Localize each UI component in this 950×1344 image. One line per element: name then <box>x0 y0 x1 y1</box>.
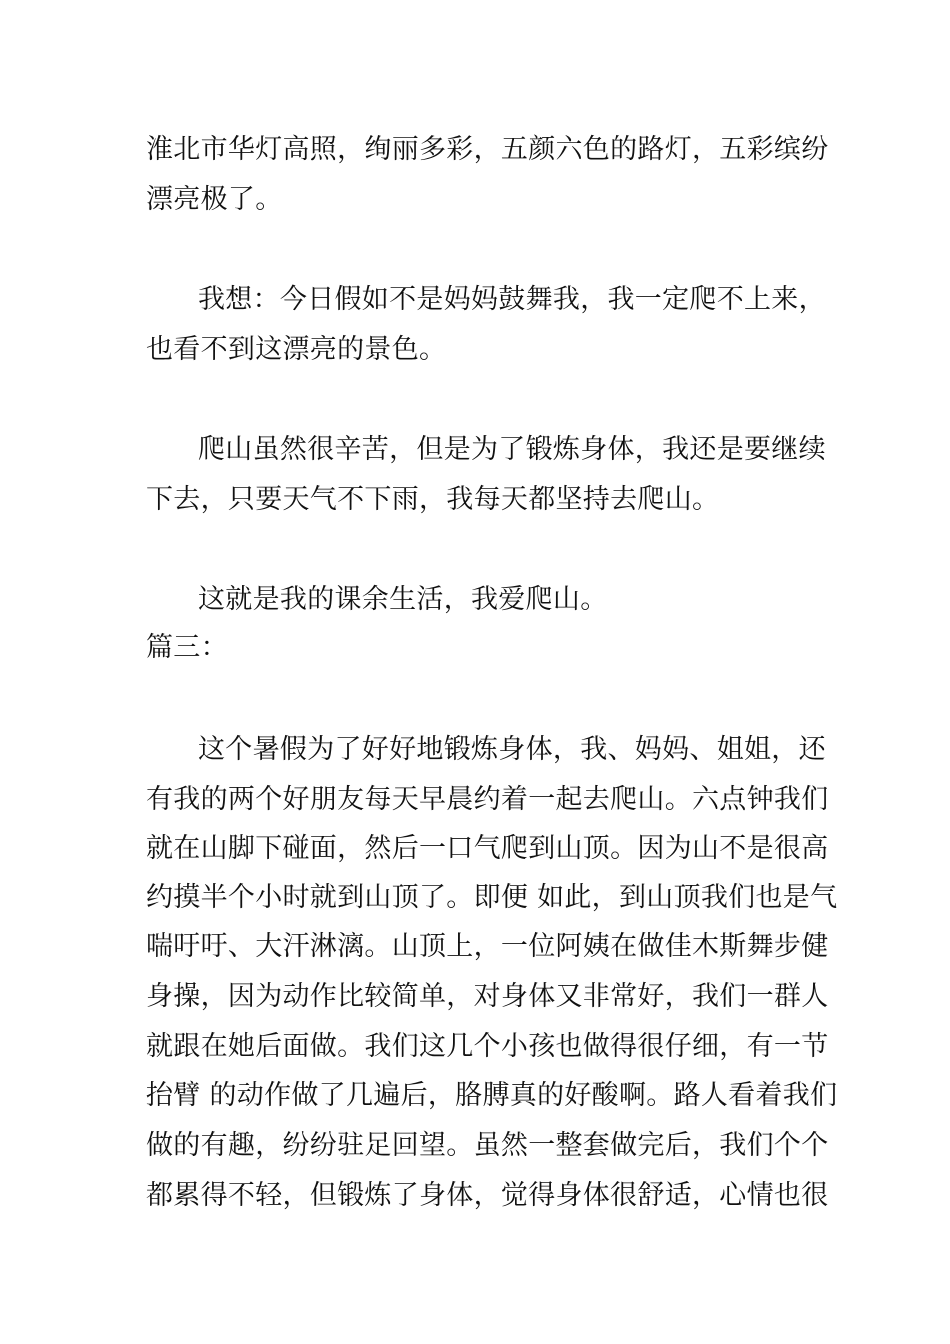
text-line: 约摸半个小时就到山顶了。即便 如此，到山顶我们也是气 <box>146 882 838 913</box>
text-line: 淮北市华灯高照，绚丽多彩，五颜六色的路灯，五彩缤纷 <box>146 134 829 165</box>
text-line: 就在山脚下碰面，然后一口气爬到山顶。因为山不是很高 <box>146 833 829 864</box>
text-line: 都累得不轻，但锻炼了身体，觉得身体很舒适，心情也很 <box>146 1180 829 1211</box>
text-line: 漂亮极了。 <box>146 184 283 215</box>
text-line: 爬山虽然很辛苦，但是为了锻炼身体，我还是要继续 <box>198 434 826 465</box>
text-line: 也看不到这漂亮的景色。 <box>146 334 447 365</box>
text-line: 做的有趣，纷纷驻足回望。虽然一整套做完后，我们个个 <box>146 1130 829 1161</box>
text-line: 这个暑假为了好好地锻炼身体，我、妈妈、姐姐，还 <box>198 734 826 765</box>
text-line: 喘吁吁、大汗淋漓。山顶上，一位阿姨在做佳木斯舞步健 <box>146 931 829 962</box>
text-line: 我想：今日假如不是妈妈鼓舞我，我一定爬不上来， <box>198 284 826 315</box>
text-line: 这就是我的课余生活，我爱爬山。 <box>198 584 608 615</box>
text-line: 下去，只要天气不下雨，我每天都坚持去爬山。 <box>146 484 720 515</box>
text-line: 身操，因为动作比较简单，对身体又非常好，我们一群人 <box>146 981 829 1012</box>
text-line: 抬臂 的动作做了几遍后，胳膊真的好酸啊。路人看着我们 <box>146 1080 838 1111</box>
text-line: 有我的两个好朋友每天早晨约着一起去爬山。六点钟我们 <box>146 784 829 815</box>
text-line: 就跟在她后面做。我们这几个小孩也做得很仔细，有一节 <box>146 1031 829 1062</box>
section-heading: 篇三： <box>146 632 228 663</box>
